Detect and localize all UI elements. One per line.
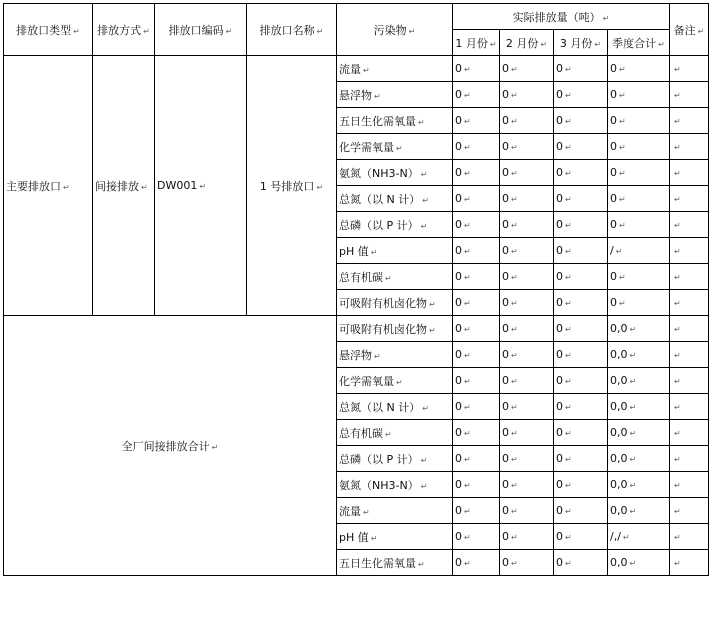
paragraph-mark: ↵: [674, 351, 681, 360]
quarter-total-cell: 0 ↵: [608, 212, 670, 238]
paragraph-mark: ↵: [565, 507, 572, 516]
paragraph-mark: ↵: [674, 117, 681, 126]
paragraph-mark: ↵: [674, 429, 681, 438]
paragraph-mark: ↵: [674, 507, 681, 516]
quarter-total-cell: 0,0 ↵: [608, 420, 670, 446]
paragraph-mark: ↵: [429, 299, 436, 309]
remarks-cell: [670, 394, 709, 420]
month-2-cell: 0 ↵: [500, 472, 554, 498]
paragraph-mark: ↵: [674, 247, 681, 256]
quarter-total-cell: 0 ↵: [608, 160, 670, 186]
paragraph-mark: ↵: [464, 169, 471, 178]
header-discharge-method: 排放方式 ↵: [93, 4, 155, 56]
month-1-cell: 0 ↵: [453, 160, 500, 186]
paragraph-mark: ↵: [629, 325, 637, 334]
remarks-cell: [670, 134, 709, 160]
paragraph-mark: ↵: [594, 39, 602, 49]
month-1-cell: 0 ↵: [453, 550, 500, 576]
paragraph-mark: ↵: [464, 481, 471, 490]
paragraph-mark: ↵: [464, 533, 471, 542]
pollutant-cell: 总磷（以 P 计） ↵: [337, 446, 453, 472]
paragraph-mark: ↵: [511, 351, 518, 360]
header-month-2: 2 月份 ↵: [500, 30, 554, 56]
paragraph-mark: ↵: [316, 26, 324, 36]
pollutant-cell: 五日生化需氧量 ↵: [337, 550, 453, 576]
remarks-cell: [670, 550, 709, 576]
pollutant-cell: 化学需氧量 ↵: [337, 368, 453, 394]
header-remarks: 备注 ↵: [670, 4, 709, 56]
paragraph-mark: ↵: [511, 299, 518, 308]
paragraph-mark: ↵: [464, 351, 471, 360]
paragraph-mark: ↵: [565, 325, 572, 334]
month-1-cell: 0 ↵: [453, 316, 500, 342]
month-3-cell: 0 ↵: [554, 238, 608, 264]
paragraph-mark: ↵: [316, 182, 324, 192]
month-1-cell: 0 ↵: [453, 498, 500, 524]
paragraph-mark: ↵: [141, 182, 148, 192]
paragraph-mark: ↵: [565, 169, 572, 178]
remarks-cell: [670, 238, 709, 264]
paragraph-mark: ↵: [511, 403, 518, 412]
outlet-code-cell: DW001 ↵: [155, 56, 247, 316]
month-2-cell: 0 ↵: [500, 550, 554, 576]
month-2-cell: 0 ↵: [500, 108, 554, 134]
header-outlet-type: 排放口类型 ↵: [4, 4, 93, 56]
month-2-cell: 0 ↵: [500, 394, 554, 420]
month-1-cell: 0 ↵: [453, 212, 500, 238]
month-2-cell: 0 ↵: [500, 134, 554, 160]
paragraph-mark: ↵: [374, 351, 381, 361]
paragraph-mark: ↵: [674, 273, 681, 282]
paragraph-mark: ↵: [565, 377, 572, 386]
paragraph-mark: ↵: [370, 247, 378, 257]
paragraph-mark: ↵: [211, 442, 219, 452]
quarter-total-cell: 0 ↵: [608, 56, 670, 82]
paragraph-mark: ↵: [511, 195, 518, 204]
header-actual-amount: 实际排放量（吨） ↵: [453, 4, 670, 30]
month-1-cell: 0 ↵: [453, 186, 500, 212]
month-2-cell: 0 ↵: [500, 56, 554, 82]
month-3-cell: 0 ↵: [554, 316, 608, 342]
pollutant-cell: 流量 ↵: [337, 56, 453, 82]
paragraph-mark: ↵: [674, 377, 681, 386]
header-row-1: [4, 4, 709, 30]
paragraph-mark: ↵: [511, 533, 518, 542]
month-1-cell: 0 ↵: [453, 394, 500, 420]
pollutant-cell: 总有机碳 ↵: [337, 264, 453, 290]
paragraph-mark: ↵: [396, 377, 403, 387]
pollutant-cell: 可吸附有机卤化物 ↵: [337, 316, 453, 342]
month-3-cell: 0 ↵: [554, 498, 608, 524]
pollutant-cell: 氨氮（NH3-N） ↵: [337, 160, 453, 186]
remarks-cell: [670, 316, 709, 342]
paragraph-mark: ↵: [420, 481, 428, 491]
month-2-cell: 0 ↵: [500, 160, 554, 186]
pollutant-cell: 五日生化需氧量 ↵: [337, 108, 453, 134]
paragraph-mark: ↵: [629, 403, 637, 412]
quarter-total-cell: 0,0 ↵: [608, 472, 670, 498]
month-3-cell: 0 ↵: [554, 82, 608, 108]
month-3-cell: 0 ↵: [554, 160, 608, 186]
paragraph-mark: ↵: [674, 325, 681, 334]
paragraph-mark: ↵: [674, 65, 681, 74]
month-3-cell: 0 ↵: [554, 368, 608, 394]
month-3-cell: 0 ↵: [554, 524, 608, 550]
paragraph-mark: ↵: [418, 117, 425, 127]
discharge-method-cell: 间接排放 ↵: [93, 56, 155, 316]
paragraph-mark: ↵: [565, 65, 572, 74]
month-1-cell: 0 ↵: [453, 524, 500, 550]
quarter-total-cell: 0,0 ↵: [608, 368, 670, 394]
paragraph-mark: ↵: [674, 169, 681, 178]
paragraph-mark: ↵: [464, 403, 471, 412]
month-3-cell: 0 ↵: [554, 446, 608, 472]
paragraph-mark: ↵: [674, 455, 681, 464]
month-2-cell: 0 ↵: [500, 446, 554, 472]
paragraph-mark: ↵: [565, 273, 572, 282]
paragraph-mark: ↵: [385, 429, 392, 439]
paragraph-mark: ↵: [629, 455, 637, 464]
month-2-cell: 0 ↵: [500, 498, 554, 524]
paragraph-mark: ↵: [565, 91, 572, 100]
quarter-total-cell: 0 ↵: [608, 82, 670, 108]
paragraph-mark: ↵: [422, 403, 429, 413]
paragraph-mark: ↵: [674, 533, 681, 542]
paragraph-mark: ↵: [511, 325, 518, 334]
paragraph-mark: ↵: [674, 221, 681, 230]
paragraph-mark: ↵: [629, 507, 637, 516]
paragraph-mark: ↵: [464, 117, 471, 126]
paragraph-mark: ↵: [540, 39, 548, 49]
paragraph-mark: ↵: [619, 169, 626, 178]
paragraph-mark: ↵: [396, 143, 403, 153]
month-1-cell: 0 ↵: [453, 472, 500, 498]
quarter-total-cell: 0,0 ↵: [608, 446, 670, 472]
paragraph-mark: ↵: [619, 299, 626, 308]
remarks-cell: [670, 82, 709, 108]
month-1-cell: 0 ↵: [453, 264, 500, 290]
paragraph-mark: ↵: [511, 559, 518, 568]
month-3-cell: 0 ↵: [554, 394, 608, 420]
paragraph-mark: ↵: [565, 195, 572, 204]
paragraph-mark: ↵: [565, 533, 572, 542]
remarks-cell: [670, 446, 709, 472]
paragraph-mark: ↵: [143, 26, 150, 36]
outlet-type-cell: 主要排放口 ↵: [4, 56, 93, 316]
remarks-cell: [670, 212, 709, 238]
paragraph-mark: ↵: [629, 429, 637, 438]
paragraph-mark: ↵: [511, 429, 518, 438]
paragraph-mark: ↵: [674, 91, 681, 100]
paragraph-mark: ↵: [422, 195, 429, 205]
remarks-cell: [670, 472, 709, 498]
month-2-cell: 0 ↵: [500, 316, 554, 342]
paragraph-mark: ↵: [489, 39, 497, 49]
quarter-total-cell: 0 ↵: [608, 134, 670, 160]
paragraph-mark: ↵: [565, 143, 572, 152]
paragraph-mark: ↵: [674, 481, 681, 490]
paragraph-mark: ↵: [674, 559, 681, 568]
paragraph-mark: ↵: [511, 481, 518, 490]
quarter-total-cell: / ↵: [608, 238, 670, 264]
header-month-3: 3 月份 ↵: [554, 30, 608, 56]
table-row: [4, 56, 709, 82]
quarter-total-cell: 0,0 ↵: [608, 498, 670, 524]
pollutant-cell: 化学需氧量 ↵: [337, 134, 453, 160]
header-month-1: 1 月份 ↵: [453, 30, 500, 56]
month-3-cell: 0 ↵: [554, 472, 608, 498]
paragraph-mark: ↵: [464, 455, 471, 464]
header-quarter-total: 季度合计 ↵: [608, 30, 670, 56]
paragraph-mark: ↵: [464, 91, 471, 100]
pollutant-cell: 总氮（以 N 计） ↵: [337, 394, 453, 420]
month-2-cell: 0 ↵: [500, 186, 554, 212]
pollutant-cell: 氨氮（NH3-N） ↵: [337, 472, 453, 498]
emissions-table: [3, 3, 709, 576]
paragraph-mark: ↵: [674, 195, 681, 204]
month-1-cell: 0 ↵: [453, 290, 500, 316]
paragraph-mark: ↵: [363, 507, 370, 517]
paragraph-mark: ↵: [511, 65, 518, 74]
paragraph-mark: ↵: [565, 221, 572, 230]
paragraph-mark: ↵: [199, 182, 207, 191]
paragraph-mark: ↵: [464, 377, 471, 386]
remarks-cell: [670, 498, 709, 524]
month-1-cell: 0 ↵: [453, 108, 500, 134]
month-3-cell: 0 ↵: [554, 134, 608, 160]
outlet-name-cell: 1 号排放口 ↵: [247, 56, 337, 316]
remarks-cell: [670, 264, 709, 290]
paragraph-mark: ↵: [674, 403, 681, 412]
month-2-cell: 0 ↵: [500, 290, 554, 316]
table-body: [4, 56, 709, 576]
month-1-cell: 0 ↵: [453, 446, 500, 472]
paragraph-mark: ↵: [464, 195, 471, 204]
pollutant-cell: 流量 ↵: [337, 498, 453, 524]
remarks-cell: [670, 290, 709, 316]
month-1-cell: 0 ↵: [453, 238, 500, 264]
paragraph-mark: ↵: [615, 247, 623, 256]
paragraph-mark: ↵: [622, 533, 630, 542]
month-2-cell: 0 ↵: [500, 420, 554, 446]
paragraph-mark: ↵: [464, 221, 471, 230]
remarks-cell: [670, 342, 709, 368]
paragraph-mark: ↵: [374, 91, 381, 101]
paragraph-mark: ↵: [511, 507, 518, 516]
quarter-total-cell: 0,0 ↵: [608, 316, 670, 342]
paragraph-mark: ↵: [619, 221, 626, 230]
paragraph-mark: ↵: [511, 247, 518, 256]
paragraph-mark: ↵: [464, 559, 471, 568]
month-2-cell: 0 ↵: [500, 342, 554, 368]
remarks-cell: [670, 524, 709, 550]
month-3-cell: 0 ↵: [554, 186, 608, 212]
pollutant-cell: pH 值 ↵: [337, 524, 453, 550]
month-3-cell: 0 ↵: [554, 264, 608, 290]
paragraph-mark: ↵: [385, 273, 392, 283]
paragraph-mark: ↵: [629, 559, 637, 568]
month-3-cell: 0 ↵: [554, 290, 608, 316]
paragraph-mark: ↵: [674, 299, 681, 308]
paragraph-mark: ↵: [363, 65, 370, 75]
paragraph-mark: ↵: [511, 143, 518, 152]
pollutant-cell: 悬浮物 ↵: [337, 342, 453, 368]
paragraph-mark: ↵: [418, 559, 425, 569]
month-2-cell: 0 ↵: [500, 82, 554, 108]
month-3-cell: 0 ↵: [554, 550, 608, 576]
quarter-total-cell: 0 ↵: [608, 108, 670, 134]
paragraph-mark: ↵: [565, 481, 572, 490]
paragraph-mark: ↵: [619, 273, 626, 282]
paragraph-mark: ↵: [420, 221, 428, 231]
paragraph-mark: ↵: [565, 403, 572, 412]
paragraph-mark: ↵: [629, 481, 637, 490]
quarter-total-cell: 0,0 ↵: [608, 394, 670, 420]
paragraph-mark: ↵: [565, 247, 572, 256]
paragraph-mark: ↵: [464, 247, 471, 256]
paragraph-mark: ↵: [464, 325, 471, 334]
paragraph-mark: ↵: [511, 221, 518, 230]
month-3-cell: 0 ↵: [554, 212, 608, 238]
remarks-cell: [670, 160, 709, 186]
paragraph-mark: ↵: [629, 351, 637, 360]
pollutant-cell: 总有机碳 ↵: [337, 420, 453, 446]
quarter-total-cell: 0 ↵: [608, 290, 670, 316]
paragraph-mark: ↵: [565, 351, 572, 360]
paragraph-mark: ↵: [464, 273, 471, 282]
paragraph-mark: ↵: [619, 91, 626, 100]
header-outlet-code: 排放口编码 ↵: [155, 4, 247, 56]
pollutant-cell: 可吸附有机卤化物 ↵: [337, 290, 453, 316]
month-3-cell: 0 ↵: [554, 420, 608, 446]
quarter-total-cell: /,/ ↵: [608, 524, 670, 550]
pollutant-cell: 总磷（以 P 计） ↵: [337, 212, 453, 238]
paragraph-mark: ↵: [619, 65, 626, 74]
paragraph-mark: ↵: [420, 169, 428, 179]
paragraph-mark: ↵: [674, 143, 681, 152]
month-1-cell: 0 ↵: [453, 420, 500, 446]
paragraph-mark: ↵: [225, 26, 233, 36]
month-3-cell: 0 ↵: [554, 56, 608, 82]
remarks-cell: [670, 186, 709, 212]
paragraph-mark: ↵: [511, 169, 518, 178]
pollutant-cell: 总氮（以 N 计） ↵: [337, 186, 453, 212]
remarks-cell: [670, 56, 709, 82]
quarter-total-cell: 0,0 ↵: [608, 342, 670, 368]
paragraph-mark: ↵: [619, 195, 626, 204]
paragraph-mark: ↵: [619, 117, 626, 126]
paragraph-mark: ↵: [602, 13, 610, 23]
remarks-cell: [670, 368, 709, 394]
quarter-total-cell: 0,0 ↵: [608, 550, 670, 576]
remarks-cell: [670, 420, 709, 446]
table-row: [4, 316, 709, 342]
quarter-total-cell: 0 ↵: [608, 186, 670, 212]
paragraph-mark: ↵: [464, 65, 471, 74]
month-1-cell: 0 ↵: [453, 342, 500, 368]
paragraph-mark: ↵: [697, 26, 705, 36]
paragraph-mark: ↵: [511, 273, 518, 282]
header-pollutant: 污染物 ↵: [337, 4, 453, 56]
quarter-total-cell: 0 ↵: [608, 264, 670, 290]
paragraph-mark: ↵: [565, 299, 572, 308]
month-1-cell: 0 ↵: [453, 368, 500, 394]
paragraph-mark: ↵: [658, 39, 665, 49]
month-1-cell: 0 ↵: [453, 56, 500, 82]
paragraph-mark: ↵: [511, 117, 518, 126]
month-1-cell: 0 ↵: [453, 82, 500, 108]
remarks-cell: [670, 108, 709, 134]
paragraph-mark: ↵: [565, 117, 572, 126]
paragraph-mark: ↵: [619, 143, 626, 152]
paragraph-mark: ↵: [629, 377, 637, 386]
paragraph-mark: ↵: [464, 429, 471, 438]
pollutant-cell: 悬浮物 ↵: [337, 82, 453, 108]
paragraph-mark: ↵: [565, 559, 572, 568]
month-2-cell: 0 ↵: [500, 524, 554, 550]
pollutant-cell: pH 值 ↵: [337, 238, 453, 264]
month-3-cell: 0 ↵: [554, 342, 608, 368]
month-2-cell: 0 ↵: [500, 212, 554, 238]
paragraph-mark: ↵: [565, 429, 572, 438]
paragraph-mark: ↵: [511, 377, 518, 386]
month-2-cell: 0 ↵: [500, 264, 554, 290]
paragraph-mark: ↵: [464, 299, 471, 308]
paragraph-mark: ↵: [420, 455, 428, 465]
paragraph-mark: ↵: [511, 91, 518, 100]
month-2-cell: 0 ↵: [500, 368, 554, 394]
paragraph-mark: ↵: [63, 182, 70, 192]
paragraph-mark: ↵: [511, 455, 518, 464]
paragraph-mark: ↵: [464, 143, 471, 152]
paragraph-mark: ↵: [464, 507, 471, 516]
month-1-cell: 0 ↵: [453, 134, 500, 160]
paragraph-mark: ↵: [408, 26, 416, 36]
paragraph-mark: ↵: [370, 533, 378, 543]
paragraph-mark: ↵: [565, 455, 572, 464]
plant-total-label-cell: 全厂间接排放合计 ↵: [4, 316, 337, 576]
header-outlet-name: 排放口名称 ↵: [247, 4, 337, 56]
paragraph-mark: ↵: [429, 325, 436, 335]
month-2-cell: 0 ↵: [500, 238, 554, 264]
paragraph-mark: ↵: [73, 26, 80, 36]
month-3-cell: 0 ↵: [554, 108, 608, 134]
